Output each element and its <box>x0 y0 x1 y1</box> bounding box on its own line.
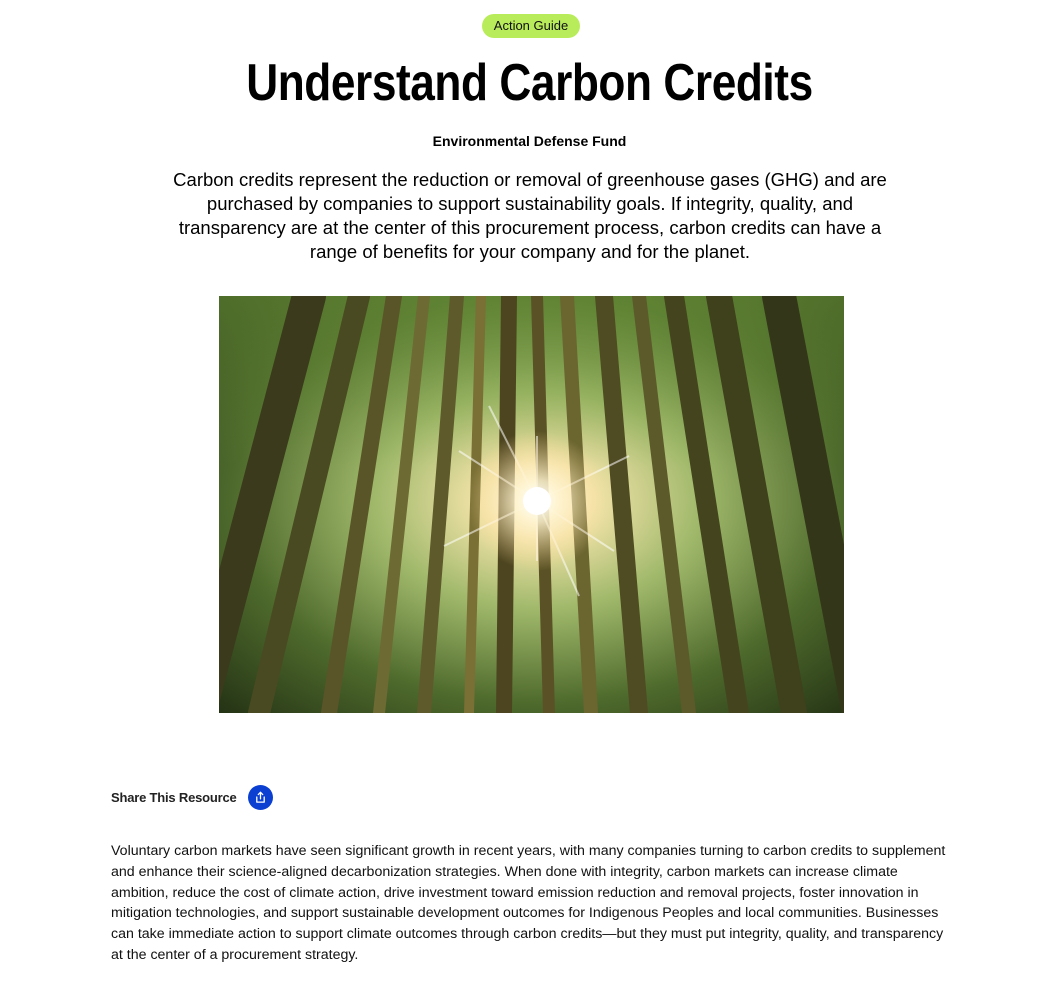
body-paragraph: Voluntary carbon markets have seen significant growth in recent years, with many companies turning to carbon credits to supplement and enhance their science-aligned decarbonization strategies. When done with integrity, carbon markets can increase climate ambition, reduce the cost of climate action, drive investment toward emission reduction and removal projects, foster innovation in mitigation technologies, and support sustainable development outcomes for Indigenous Peoples and local communities. Businesses can take immediate action to support climate outcomes through carbon credits—but they must put integrity, quality, and transparency at the center of a procurement strategy. <box>111 843 946 963</box>
share-row <box>111 784 273 810</box>
share-label: Share This Resource <box>111 789 237 805</box>
hero-image <box>219 296 844 713</box>
share-icon <box>254 791 267 804</box>
intro-paragraph: Carbon credits represent the reduction or removal of greenhouse gases (GHG) and are purchased by companies to support sustainability goals. If integrity, quality, and transparency are at the center of this procurement process, carbon credits can have a range of benefits for your company and for the planet. <box>173 169 887 262</box>
page-title: Understand Carbon Credits <box>246 54 813 112</box>
share-button[interactable] <box>248 785 273 810</box>
category-badge[interactable]: Action Guide <box>482 14 580 38</box>
organization-name: Environmental Defense Fund <box>432 133 627 149</box>
